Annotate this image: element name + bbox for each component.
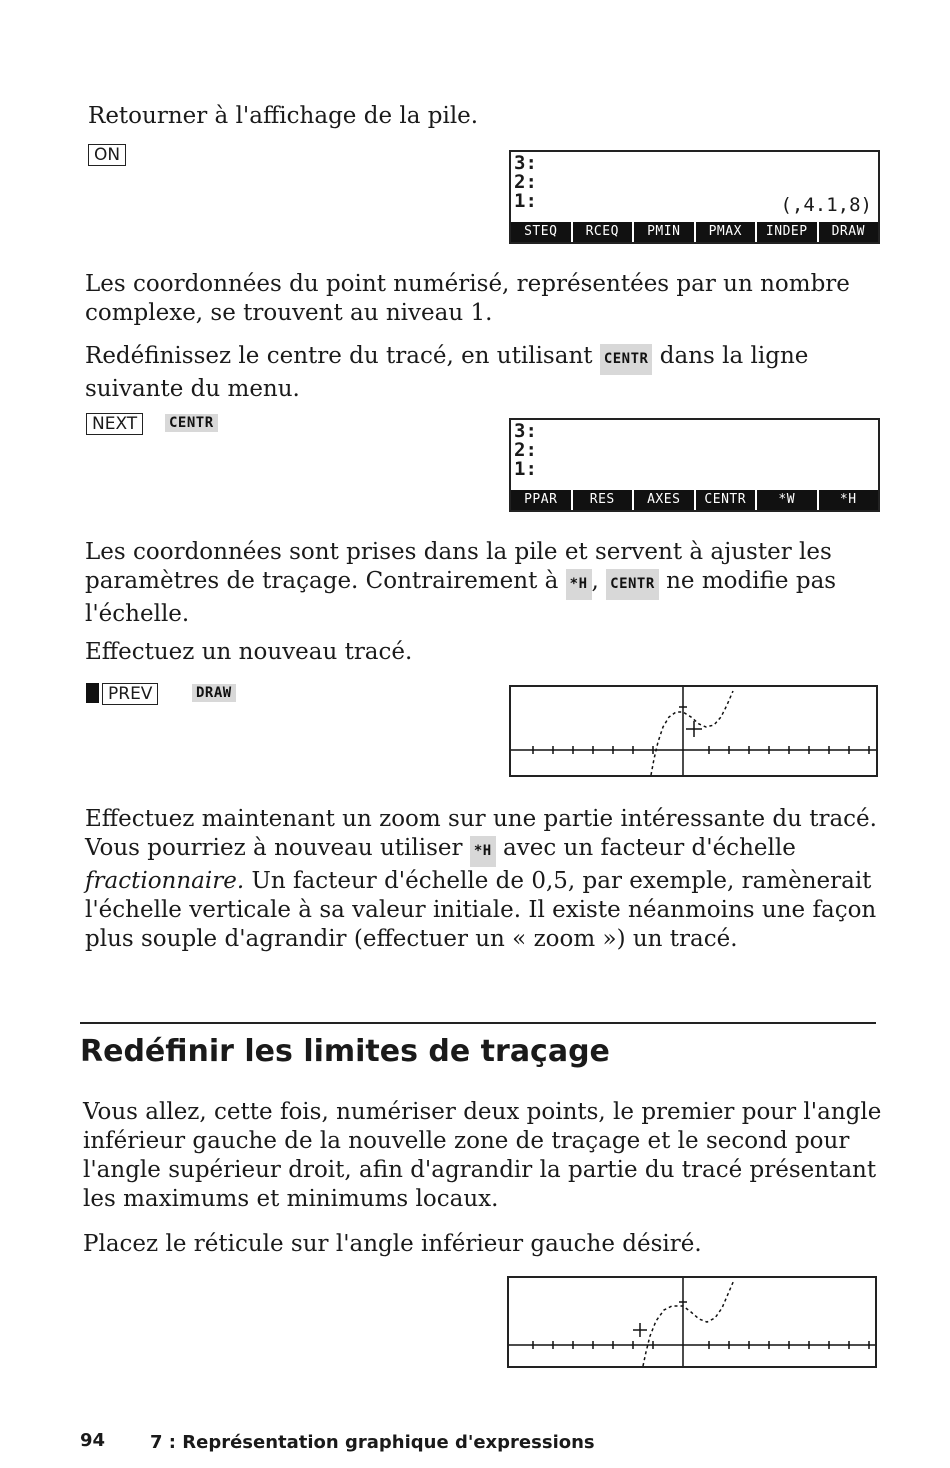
- h-softkey-inline: *H: [566, 569, 592, 600]
- paragraph-5-line-3: [85, 867, 885, 896]
- paragraph-5-line-2: [85, 834, 885, 867]
- paragraph-2-after: dans la ligne suivante du menu.: [85, 343, 809, 402]
- paragraph-5-line-5: plus souple d'agrandir (effectuer un « zoom ») un tracé.: [85, 926, 738, 952]
- chapter-title: 7 : Représentation graphique d'expressions: [150, 1432, 595, 1453]
- centr-softkey-inline: CENTR: [606, 569, 659, 600]
- italic-term: fractionnaire.: [85, 868, 245, 894]
- stack-screen-1: [509, 150, 880, 244]
- menu-key-h-scale[interactable]: *H: [819, 490, 879, 510]
- paragraph-6-line-4: les maximums et minimums locaux.: [83, 1186, 499, 1212]
- comma: ,: [591, 568, 599, 594]
- stack-level-2: 2:: [514, 439, 537, 461]
- shift-key-indicator: [86, 683, 99, 703]
- paragraph-5-line-4: l'échelle verticale à sa valeur initiale. Il existe néanmoins une façon: [85, 897, 877, 923]
- menu-key-draw[interactable]: DRAW: [819, 222, 879, 242]
- paragraph-5-line-2-before: Vous pourriez à nouveau utiliser: [85, 835, 463, 861]
- stack-level-1: 1:: [514, 458, 537, 480]
- paragraph-6: [83, 1098, 883, 1214]
- plot-graph-2: [509, 1278, 875, 1366]
- stack-level-2: 2:: [514, 171, 537, 193]
- stack-screen-2: [509, 418, 880, 512]
- step1-text: Retourner à l'affichage de la pile.: [88, 103, 479, 129]
- centr-softkey[interactable]: CENTR: [165, 414, 218, 432]
- menu-bar-1: [511, 222, 878, 242]
- page-number: 94: [80, 1430, 106, 1451]
- section-rule: [80, 1022, 876, 1024]
- stack-level-3: 3:: [514, 420, 537, 442]
- paragraph-2-before: Redéfinissez le centre du tracé, en utilisant: [85, 343, 593, 369]
- menu-key-steq[interactable]: STEQ: [511, 222, 571, 242]
- prev-key[interactable]: PREV: [102, 683, 158, 705]
- draw-softkey[interactable]: DRAW: [192, 684, 236, 702]
- menu-bar-2: [511, 490, 878, 510]
- menu-key-indep[interactable]: INDEP: [757, 222, 817, 242]
- stack-level-1: 1:: [514, 190, 537, 212]
- plot-screen-1: [509, 685, 878, 777]
- menu-key-centr[interactable]: CENTR: [696, 490, 756, 510]
- paragraph-6-line-2: inférieur gauche de la nouvelle zone de traçage et le second pour: [83, 1128, 850, 1154]
- paragraph-5: [85, 805, 885, 954]
- paragraph-3-before: Les coordonnées sont prises dans la pile et servent à ajuster les paramètres de traçage. Contrairement à: [85, 539, 832, 594]
- menu-key-pmin[interactable]: PMIN: [634, 222, 694, 242]
- menu-key-res[interactable]: RES: [573, 490, 633, 510]
- stack-level-1-value: (,4.1,8): [780, 194, 872, 216]
- menu-key-rceq[interactable]: RCEQ: [573, 222, 633, 242]
- plot-screen-2: [507, 1276, 877, 1368]
- centr-softkey-inline: CENTR: [600, 344, 653, 375]
- paragraph-3-after: ne modifie pas l'échelle.: [85, 568, 837, 627]
- paragraph-7: Placez le réticule sur l'angle inférieur gauche désiré.: [83, 1231, 702, 1257]
- paragraph-6-line-3: l'angle supérieur droit, afin d'agrandir la partie du tracé présentant: [83, 1157, 877, 1183]
- paragraph-5-line-3-rest: Un facteur d'échelle de 0,5, par exemple, ramènerait: [251, 868, 872, 894]
- plot-graph-1: [511, 687, 876, 775]
- paragraph-5-line-2-after: avec un facteur d'échelle: [503, 835, 796, 861]
- menu-key-axes[interactable]: AXES: [634, 490, 694, 510]
- paragraph-1: Les coordonnées du point numérisé, représentées par un nombre complexe, se trouvent au niveau 1.: [85, 271, 850, 326]
- crosshair-icon: [633, 1323, 647, 1337]
- paragraph-6-line-1: Vous allez, cette fois, numériser deux points, le premier pour l'angle: [83, 1099, 882, 1125]
- paragraph-4: Effectuez un nouveau tracé.: [85, 639, 413, 665]
- on-key[interactable]: ON: [88, 144, 126, 166]
- crosshair-icon: [686, 721, 702, 737]
- paragraph-5-line-1: Effectuez maintenant un zoom sur une partie intéressante du tracé.: [85, 806, 877, 832]
- menu-key-pmax[interactable]: PMAX: [696, 222, 756, 242]
- menu-key-w-scale[interactable]: *W: [757, 490, 817, 510]
- stack-level-3: 3:: [514, 152, 537, 174]
- paragraph-3: [85, 538, 875, 629]
- menu-key-ppar[interactable]: PPAR: [511, 490, 571, 510]
- h-softkey-inline: *H: [470, 836, 496, 867]
- paragraph-2: [85, 342, 875, 404]
- next-key[interactable]: NEXT: [86, 413, 143, 435]
- section-title: Redéfinir les limites de traçage: [80, 1034, 610, 1069]
